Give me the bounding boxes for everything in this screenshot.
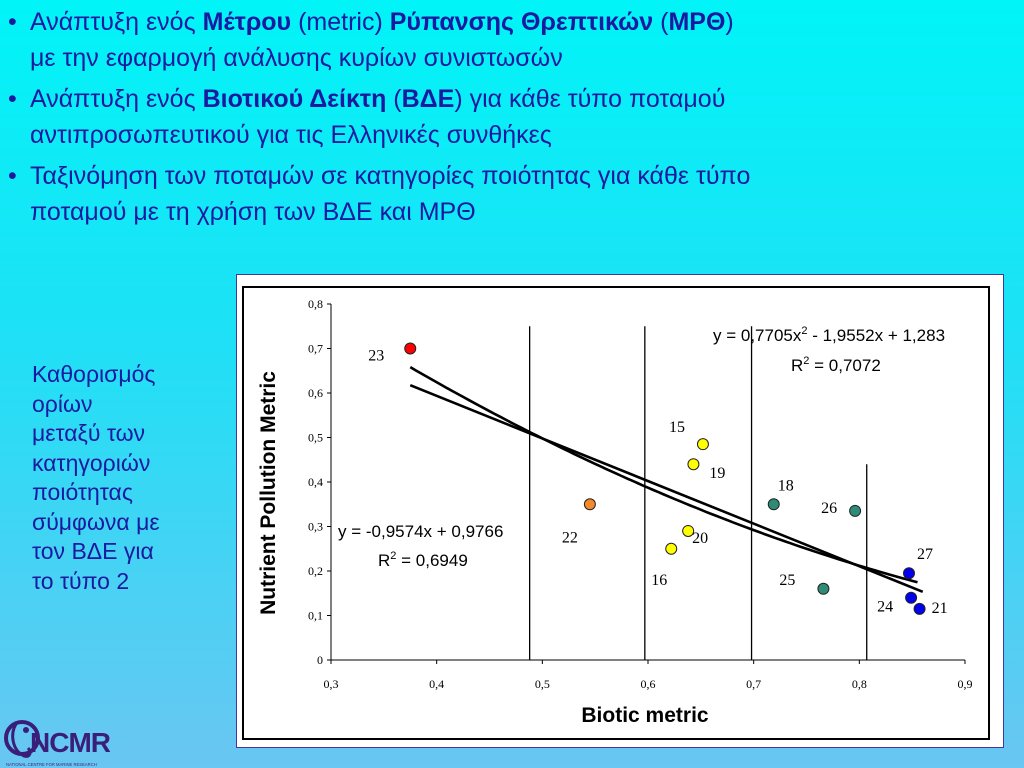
- data-point: [768, 499, 779, 510]
- bullet-1-text-b: (metric): [291, 8, 390, 36]
- scatter-chart: [236, 274, 1004, 748]
- side-note-line: τον ΒΔΕ για: [32, 538, 154, 564]
- side-note-line: μεταξύ των: [32, 420, 146, 446]
- data-point: [850, 505, 861, 516]
- superscript: 2: [801, 325, 808, 337]
- point-label: 20: [692, 529, 709, 547]
- bullet-2-line1: [30, 81, 1013, 117]
- point-label: 25: [779, 571, 796, 589]
- y-tick-label: 0,6: [308, 386, 323, 400]
- y-axis-label: Nutrient Pollution Metric: [257, 371, 280, 615]
- logo-subtitle: NATIONAL CENTRE FOR MARINE RESEARCH: [6, 762, 97, 767]
- superscript: 2: [390, 550, 397, 562]
- bullet-1-text-d: ): [725, 8, 734, 36]
- x-tick-label: 0,7: [746, 677, 762, 691]
- point-label: 19: [709, 465, 726, 483]
- y-tick-label: 0: [317, 653, 323, 667]
- poly-equation: [713, 325, 945, 345]
- bullet-dot: •: [8, 85, 17, 113]
- equation-part: R: [378, 551, 391, 570]
- bullet-1: [8, 4, 1013, 76]
- side-note-line: το τύπο 2: [32, 567, 130, 594]
- x-tick-label: 0,6: [640, 677, 656, 691]
- data-point: [914, 603, 925, 614]
- data-point: [405, 343, 416, 354]
- bullet-2-line2: αντιπροσωπευτικού για τις Ελληνικές συνθήκες: [30, 121, 552, 149]
- x-tick-label: 0,5: [534, 677, 550, 691]
- x-axis-label: Biotic metric: [581, 704, 709, 727]
- equation-part: = 0,7072: [809, 356, 881, 375]
- side-note-line: ποιότητας: [32, 479, 133, 505]
- bullet-2-text-a: Ανάπτυξη ενός: [30, 85, 203, 113]
- side-note-line: Καθορισμός: [32, 361, 156, 387]
- bullet-1-text-a: Ανάπτυξη ενός: [30, 8, 203, 36]
- equation-part: R: [791, 356, 804, 375]
- data-point: [906, 592, 917, 603]
- bullet-2-term: Βιοτικού Δείκτη: [202, 85, 387, 113]
- bullet-3: [8, 158, 1013, 230]
- y-tick-label: 0,8: [308, 297, 323, 311]
- point-label: 21: [931, 599, 948, 617]
- x-tick-label: 0,4: [429, 677, 445, 691]
- bullet-1-metron: Μέτρου: [202, 8, 292, 36]
- bullet-2: [8, 81, 1013, 153]
- bullet-1-term: Ρύπανσης Θρεπτικών: [389, 8, 654, 36]
- bullet-3-text-a: Ταξινόμηση των ποταμών σε κατηγορίες ποιότητας για κάθε τύπο: [30, 162, 751, 190]
- bullet-1-text-c: (: [653, 8, 669, 36]
- y-tick-label: 0,2: [308, 564, 323, 578]
- x-tick-label: 0,9: [957, 677, 973, 691]
- side-note-line: ορίων: [32, 390, 93, 417]
- linear-r2: [378, 550, 468, 570]
- y-tick-label: 0,1: [308, 608, 323, 623]
- y-tick-label: 0,5: [308, 430, 323, 445]
- equation-part: = 0,6949: [396, 551, 468, 570]
- y-tick-label: 0,7: [308, 341, 323, 356]
- linear-trendline: [410, 385, 922, 592]
- data-point: [666, 543, 677, 554]
- bullet-2-text-b: (: [386, 85, 402, 113]
- point-label: 15: [668, 419, 685, 437]
- chart-svg: [237, 275, 1003, 747]
- y-tick-label: 0,4: [308, 475, 323, 489]
- point-label: 23: [368, 347, 385, 365]
- point-label: 18: [777, 477, 794, 495]
- side-note: [32, 360, 222, 596]
- linear-equation: y = -0,9574x + 0,9766: [338, 522, 504, 541]
- point-label: 26: [821, 499, 838, 517]
- poly-r2: [791, 355, 881, 375]
- chart-inner-border: [243, 287, 989, 739]
- data-point: [818, 583, 829, 594]
- logo-text: NCMR: [30, 727, 110, 758]
- bullet-2-text-c: ) για κάθε τύπο ποταμού: [454, 85, 726, 113]
- x-tick-label: 0,3: [323, 677, 339, 691]
- x-tick-label: 0,8: [851, 677, 867, 691]
- data-point: [697, 439, 708, 450]
- bullet-2-abbr: ΒΔΕ: [401, 85, 455, 113]
- data-point: [903, 568, 914, 579]
- point-label: 27: [916, 546, 933, 564]
- y-tick-label: 0,3: [308, 519, 323, 534]
- ncmr-logo: [2, 710, 110, 768]
- point-label: 16: [651, 571, 668, 589]
- bullet-list: [8, 4, 1013, 235]
- equation-part: y = 0,7705x: [713, 326, 802, 345]
- point-label: 22: [561, 529, 578, 547]
- bullet-3-line1: [30, 158, 1013, 194]
- bullet-dot: •: [8, 8, 17, 36]
- side-note-line: κατηγοριών: [32, 449, 151, 476]
- point-label: 24: [877, 598, 894, 616]
- data-point: [584, 499, 595, 510]
- data-point: [688, 459, 699, 470]
- bullet-1-line2: με την εφαρμογή ανάλυσης κυρίων συνιστωσών: [30, 44, 563, 72]
- bullet-1-abbr: ΜΡΘ: [668, 8, 726, 36]
- poly-trendline: [410, 367, 917, 582]
- bullet-dot: •: [8, 162, 17, 190]
- equation-part: - 1,9552x + 1,283: [807, 326, 946, 345]
- superscript: 2: [803, 355, 810, 367]
- bullet-1-line1: [30, 4, 1013, 40]
- side-note-line: σύμφωνα με: [32, 508, 160, 535]
- bullet-3-line2: ποταμού με τη χρήση των ΒΔΕ και ΜΡΘ: [30, 198, 476, 226]
